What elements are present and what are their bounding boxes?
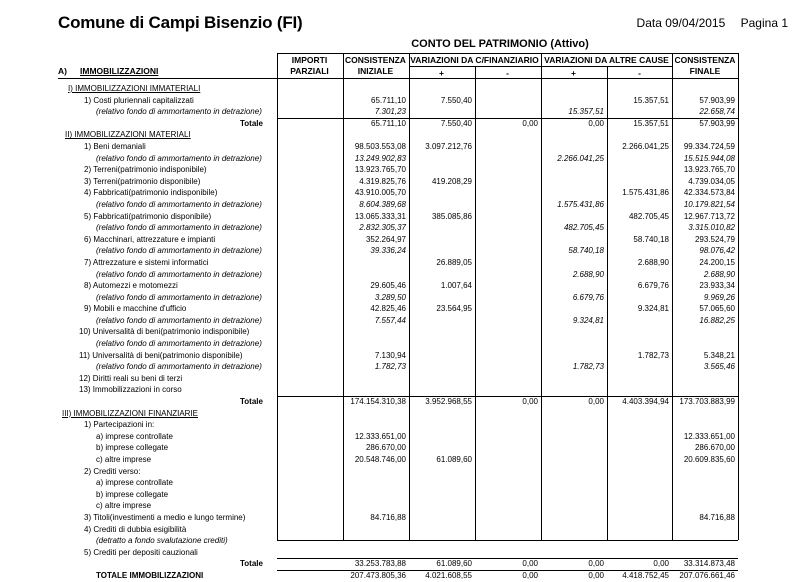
table-row [0, 187, 800, 199]
cell-cp: 1.007,64 [440, 281, 472, 291]
cell-ci: 29.605,46 [370, 281, 406, 291]
table-row [0, 524, 800, 536]
cell-am: 2.688,90 [637, 257, 669, 267]
col-consistenza-finale: CONSISTENZA FINALE [674, 55, 736, 76]
row-label: 11) Universalità di beni(patrimonio disponibile) [79, 350, 243, 360]
cell-ap: 0,00 [588, 397, 604, 407]
cell-ci: 13.065.333,31 [354, 211, 406, 221]
table-row [0, 419, 800, 431]
row-label: III) IMMOBILIZZAZIONI FINANZIARIE [62, 408, 199, 418]
section-letter: A) [58, 66, 67, 76]
row-label: 1) Beni demaniali [84, 141, 146, 151]
table-row [0, 106, 800, 118]
total-row [0, 118, 800, 130]
cell-cp: 23.564,95 [436, 304, 472, 314]
table-row [0, 245, 800, 257]
col-var-altre-cause: VARIAZIONI DA ALTRE CAUSE [544, 55, 669, 65]
table-row [0, 500, 800, 512]
row-label: TOTALE IMMOBILIZZAZIONI [96, 570, 204, 580]
row-label: 5) Crediti per depositi cauzionali [84, 547, 198, 557]
cell-cp: 7.550,40 [440, 118, 472, 128]
print-date: Data 09/04/2015 [636, 16, 726, 30]
table-row [0, 384, 800, 396]
row-label: 8) Automezzi e motomezzi [84, 281, 178, 291]
table-row [0, 466, 800, 478]
total-rule [277, 396, 738, 397]
table-row [0, 199, 800, 211]
table-row [0, 373, 800, 385]
table-row [0, 361, 800, 373]
cell-ci: 7.301,23 [374, 107, 406, 117]
row-label: Totale [240, 118, 263, 128]
row-label: 2) Terreni(patrimonio indisponibile) [84, 165, 207, 175]
cell-ci: 84.716,88 [370, 512, 406, 522]
table-row [0, 292, 800, 304]
col-altre-minus: - [638, 68, 641, 78]
cell-ap: 6.679,76 [572, 292, 604, 302]
cell-cf: 4.739.034,05 [688, 176, 735, 186]
cell-cf: 57.903,99 [699, 118, 735, 128]
table-row [0, 211, 800, 223]
table-row [0, 535, 800, 547]
cell-cf: 57.903,99 [699, 95, 735, 105]
col-altre-plus: + [571, 68, 576, 78]
table-row [0, 303, 800, 315]
cell-ap: 9.324,81 [572, 315, 604, 325]
row-label: (relativo fondo di ammortamento in detrazione) [96, 339, 262, 349]
cell-cf: 12.333.651,00 [683, 431, 735, 441]
cell-ci: 13.923.765,70 [354, 165, 406, 175]
cell-cp: 7.550,40 [440, 95, 472, 105]
cell-ap: 1.782,73 [572, 362, 604, 372]
cell-cp: 3.952.968,55 [425, 397, 472, 407]
cell-cf: 2.688,90 [703, 269, 735, 279]
cell-cf: 22.658,74 [699, 107, 735, 117]
table-row [0, 280, 800, 292]
cell-cf: 12.967.713,72 [683, 211, 735, 221]
header-meta [625, 16, 788, 30]
table-row [0, 176, 800, 188]
cell-cf: 207.076.661,46 [679, 570, 735, 580]
row-label: 3) Titoli(investimenti a medio e lungo termine) [84, 512, 246, 522]
cell-am: 6.679,76 [637, 281, 669, 291]
cell-ci: 352.264,97 [365, 234, 406, 244]
cell-ap: 482.705,45 [563, 223, 604, 233]
row-label: b) imprese collegate [96, 443, 169, 453]
cell-cp: 385.085,86 [431, 211, 472, 221]
table-row [0, 222, 800, 234]
table-row [0, 164, 800, 176]
table-row [0, 477, 800, 489]
cell-cf: 286.670,00 [694, 443, 735, 453]
row-label: (relativo fondo di ammortamento in detrazione) [96, 153, 262, 163]
cell-ci: 3.289,50 [374, 292, 406, 302]
cell-ci: 65.711,10 [371, 95, 406, 105]
total-rule [277, 118, 738, 119]
row-label: (relativo fondo di ammortamento in detrazione) [96, 246, 262, 256]
row-label: a) imprese controllate [96, 478, 173, 488]
table-row [0, 269, 800, 281]
cell-ci: 42.825,46 [370, 304, 406, 314]
cell-ap: 0,00 [588, 118, 604, 128]
cell-ap: 1.575.431,86 [557, 199, 604, 209]
cell-am: 1.782,73 [637, 350, 669, 360]
cell-cm: 0,00 [522, 397, 538, 407]
cell-cf: 10.179.821,54 [683, 199, 735, 209]
cell-ci: 1.782,73 [374, 362, 406, 372]
cell-cp: 419.208,29 [431, 176, 472, 186]
row-label: c) altre imprese [96, 501, 152, 511]
cell-ap: 2.688,90 [572, 269, 604, 279]
row-label: (relativo fondo di ammortamento in detrazione) [96, 292, 262, 302]
cell-cf: 24.200,15 [699, 257, 735, 267]
cell-ci: 7.130,94 [374, 350, 406, 360]
cell-cf: 42.334.573,84 [683, 188, 735, 198]
cell-ci: 33.253.783,88 [354, 559, 406, 569]
cell-am: 58.740,18 [633, 234, 669, 244]
table-row [0, 326, 800, 338]
cell-am: 1.575.431,86 [622, 188, 669, 198]
cell-ci: 2.832.305,37 [359, 223, 406, 233]
cell-ap: 15.357,51 [568, 107, 604, 117]
col-importi-parziali: IMPORTI PARZIALI [290, 55, 329, 76]
row-label: 3) Terreni(patrimonio disponibile) [84, 176, 201, 186]
cell-ci: 174.154.310,38 [350, 397, 406, 407]
col-consistenza-iniziale: CONSISTENZA INIZIALE [345, 55, 406, 76]
cell-cf: 33.314.873,48 [683, 559, 735, 569]
table-row [0, 454, 800, 466]
table-row [0, 338, 800, 350]
cell-cf: 13.923.765,70 [683, 165, 735, 175]
table-row [0, 315, 800, 327]
row-label: Totale [240, 397, 263, 407]
row-label: a) imprese controllate [96, 431, 173, 441]
row-label: 12) Diritti reali su beni di terzi [79, 373, 183, 383]
table-row [0, 512, 800, 524]
cell-cf: 3.315.010,82 [688, 223, 735, 233]
row-label: (relativo fondo di ammortamento in detrazione) [96, 107, 262, 117]
row-label: 4) Fabbricati(patrimonio indisponibile) [84, 188, 218, 198]
row-label: 1) Partecipazioni in: [84, 420, 155, 430]
total-row [0, 396, 800, 408]
cell-cf: 9.969,26 [703, 292, 735, 302]
cell-cm: 0,00 [522, 118, 538, 128]
cell-cf: 5.348,21 [703, 350, 735, 360]
cell-cp: 3.097.212,76 [425, 141, 472, 151]
row-label: (relativo fondo di ammortamento in detrazione) [96, 315, 262, 325]
cell-ci: 13.249.902,83 [354, 153, 406, 163]
cell-ci: 43.910.005,70 [354, 188, 406, 198]
row-label: (relativo fondo di ammortamento in detrazione) [96, 199, 262, 209]
cell-cf: 98.076,42 [699, 246, 735, 256]
cell-am: 15.357,51 [633, 118, 669, 128]
cell-cp: 4.021.608,55 [425, 570, 472, 580]
row-label: 1) Costi pluriennali capitalizzati [84, 95, 194, 105]
page-title: Comune di Campi Bisenzio (FI) [58, 13, 303, 32]
row-label: 9) Mobili e macchine d'ufficio [84, 304, 187, 314]
row-label: I) IMMOBILIZZAZIONI IMMATERIALI [68, 84, 201, 93]
patrimonio-table [0, 83, 800, 582]
table-row [0, 547, 800, 559]
cell-ci: 98.503.553,08 [354, 141, 406, 151]
row-label: 5) Fabbricati(patrimonio disponibile) [84, 211, 212, 221]
cell-cm: 0,00 [522, 570, 538, 580]
cell-am: 9.324,81 [637, 304, 669, 314]
cell-am: 0,00 [653, 559, 669, 569]
table-row [0, 442, 800, 454]
cell-ci: 12.333.651,00 [354, 431, 406, 441]
cell-cf: 99.334.724,59 [683, 141, 735, 151]
table-row [0, 95, 800, 107]
cell-ap: 2.266.041,25 [557, 153, 604, 163]
col-cfin-minus: - [506, 68, 509, 78]
cell-cf: 23.933,34 [699, 281, 735, 291]
row-label: 13) Immobilizzazioni in corso [79, 385, 182, 395]
grand-total-row [0, 570, 800, 582]
report-subtitle: CONTO DEL PATRIMONIO (Attivo) [411, 38, 589, 50]
cell-cf: 57.065,60 [699, 304, 735, 314]
table-row [0, 153, 800, 165]
row-label: b) imprese collegate [96, 489, 169, 499]
row-label: 2) Crediti verso: [84, 466, 141, 476]
cell-cm: 0,00 [522, 559, 538, 569]
cell-ap: 0,00 [588, 570, 604, 580]
cell-am: 4.418.752,45 [622, 570, 669, 580]
cell-ap: 58.740,18 [568, 246, 604, 256]
table-row [0, 257, 800, 269]
row-label: 10) Universalità di beni(patrimonio indisponibile) [79, 327, 250, 337]
cell-am: 482.705,45 [628, 211, 669, 221]
row-label: II) IMMOBILIZZAZIONI MATERIALI [65, 130, 191, 140]
row-label: Totale [240, 559, 263, 569]
cell-cp: 61.089,60 [436, 455, 472, 464]
cell-ap: 0,00 [588, 559, 604, 569]
cell-ci: 286.670,00 [365, 443, 406, 453]
cell-cf: 84.716,88 [699, 512, 735, 522]
cell-am: 15.357,51 [633, 95, 669, 105]
cell-cf: 293.524,79 [694, 234, 735, 244]
row-label: 6) Macchinari, attrezzature e impianti [84, 234, 216, 244]
grid-top [277, 53, 738, 54]
table-row [0, 234, 800, 246]
total-row [0, 558, 800, 570]
cell-ci: 207.473.805,36 [350, 570, 406, 580]
grid-left-top [58, 78, 277, 79]
cell-cf: 15.515.944,08 [683, 153, 735, 163]
cell-ci: 39.336,24 [370, 246, 406, 256]
row-label: c) altre imprese [96, 455, 152, 464]
table-row [0, 489, 800, 501]
page-number: Pagina 1 [740, 16, 788, 30]
col-cfin-plus: + [439, 68, 444, 78]
table-row [0, 431, 800, 443]
cell-cf: 173.703.883,99 [679, 397, 735, 407]
row-label: (relativo fondo di ammortamento in detrazione) [96, 223, 262, 233]
row-label: (detratto a fondo svalutazione crediti) [96, 536, 228, 546]
cell-cp: 26.889,05 [436, 257, 472, 267]
col-var-cfinanziario: VARIAZIONI DA C/FINANZIARIO [410, 55, 539, 65]
table-row [0, 408, 800, 420]
row-label: (relativo fondo di ammortamento in detrazione) [96, 269, 262, 279]
table-row [0, 350, 800, 362]
total-rule [277, 570, 738, 571]
row-label: (relativo fondo di ammortamento in detrazione) [96, 362, 262, 372]
cell-ci: 20.548.746,00 [354, 455, 406, 464]
table-row [0, 141, 800, 153]
cell-ci: 8.604.389,68 [359, 199, 406, 209]
cell-am: 4.403.394,94 [622, 397, 669, 407]
cell-cf: 20.609.835,60 [683, 455, 735, 464]
table-row [0, 83, 800, 95]
row-label: 7) Attrezzature e sistemi informatici [84, 257, 209, 267]
cell-cf: 3.565,46 [703, 362, 735, 372]
cell-cp: 61.089,60 [436, 559, 472, 569]
cell-cf: 16.882,25 [699, 315, 735, 325]
grid-header-line [277, 78, 738, 79]
section-label: IMMOBILIZZAZIONI [80, 66, 159, 76]
cell-ci: 4.319.825,76 [359, 176, 406, 186]
cell-ci: 7.557,44 [374, 315, 406, 325]
row-label: 4) Crediti di dubbia esigibilità [84, 524, 187, 534]
cell-ci: 65.711,10 [371, 118, 406, 128]
table-row [0, 129, 800, 141]
cell-am: 2.266.041,25 [622, 141, 669, 151]
